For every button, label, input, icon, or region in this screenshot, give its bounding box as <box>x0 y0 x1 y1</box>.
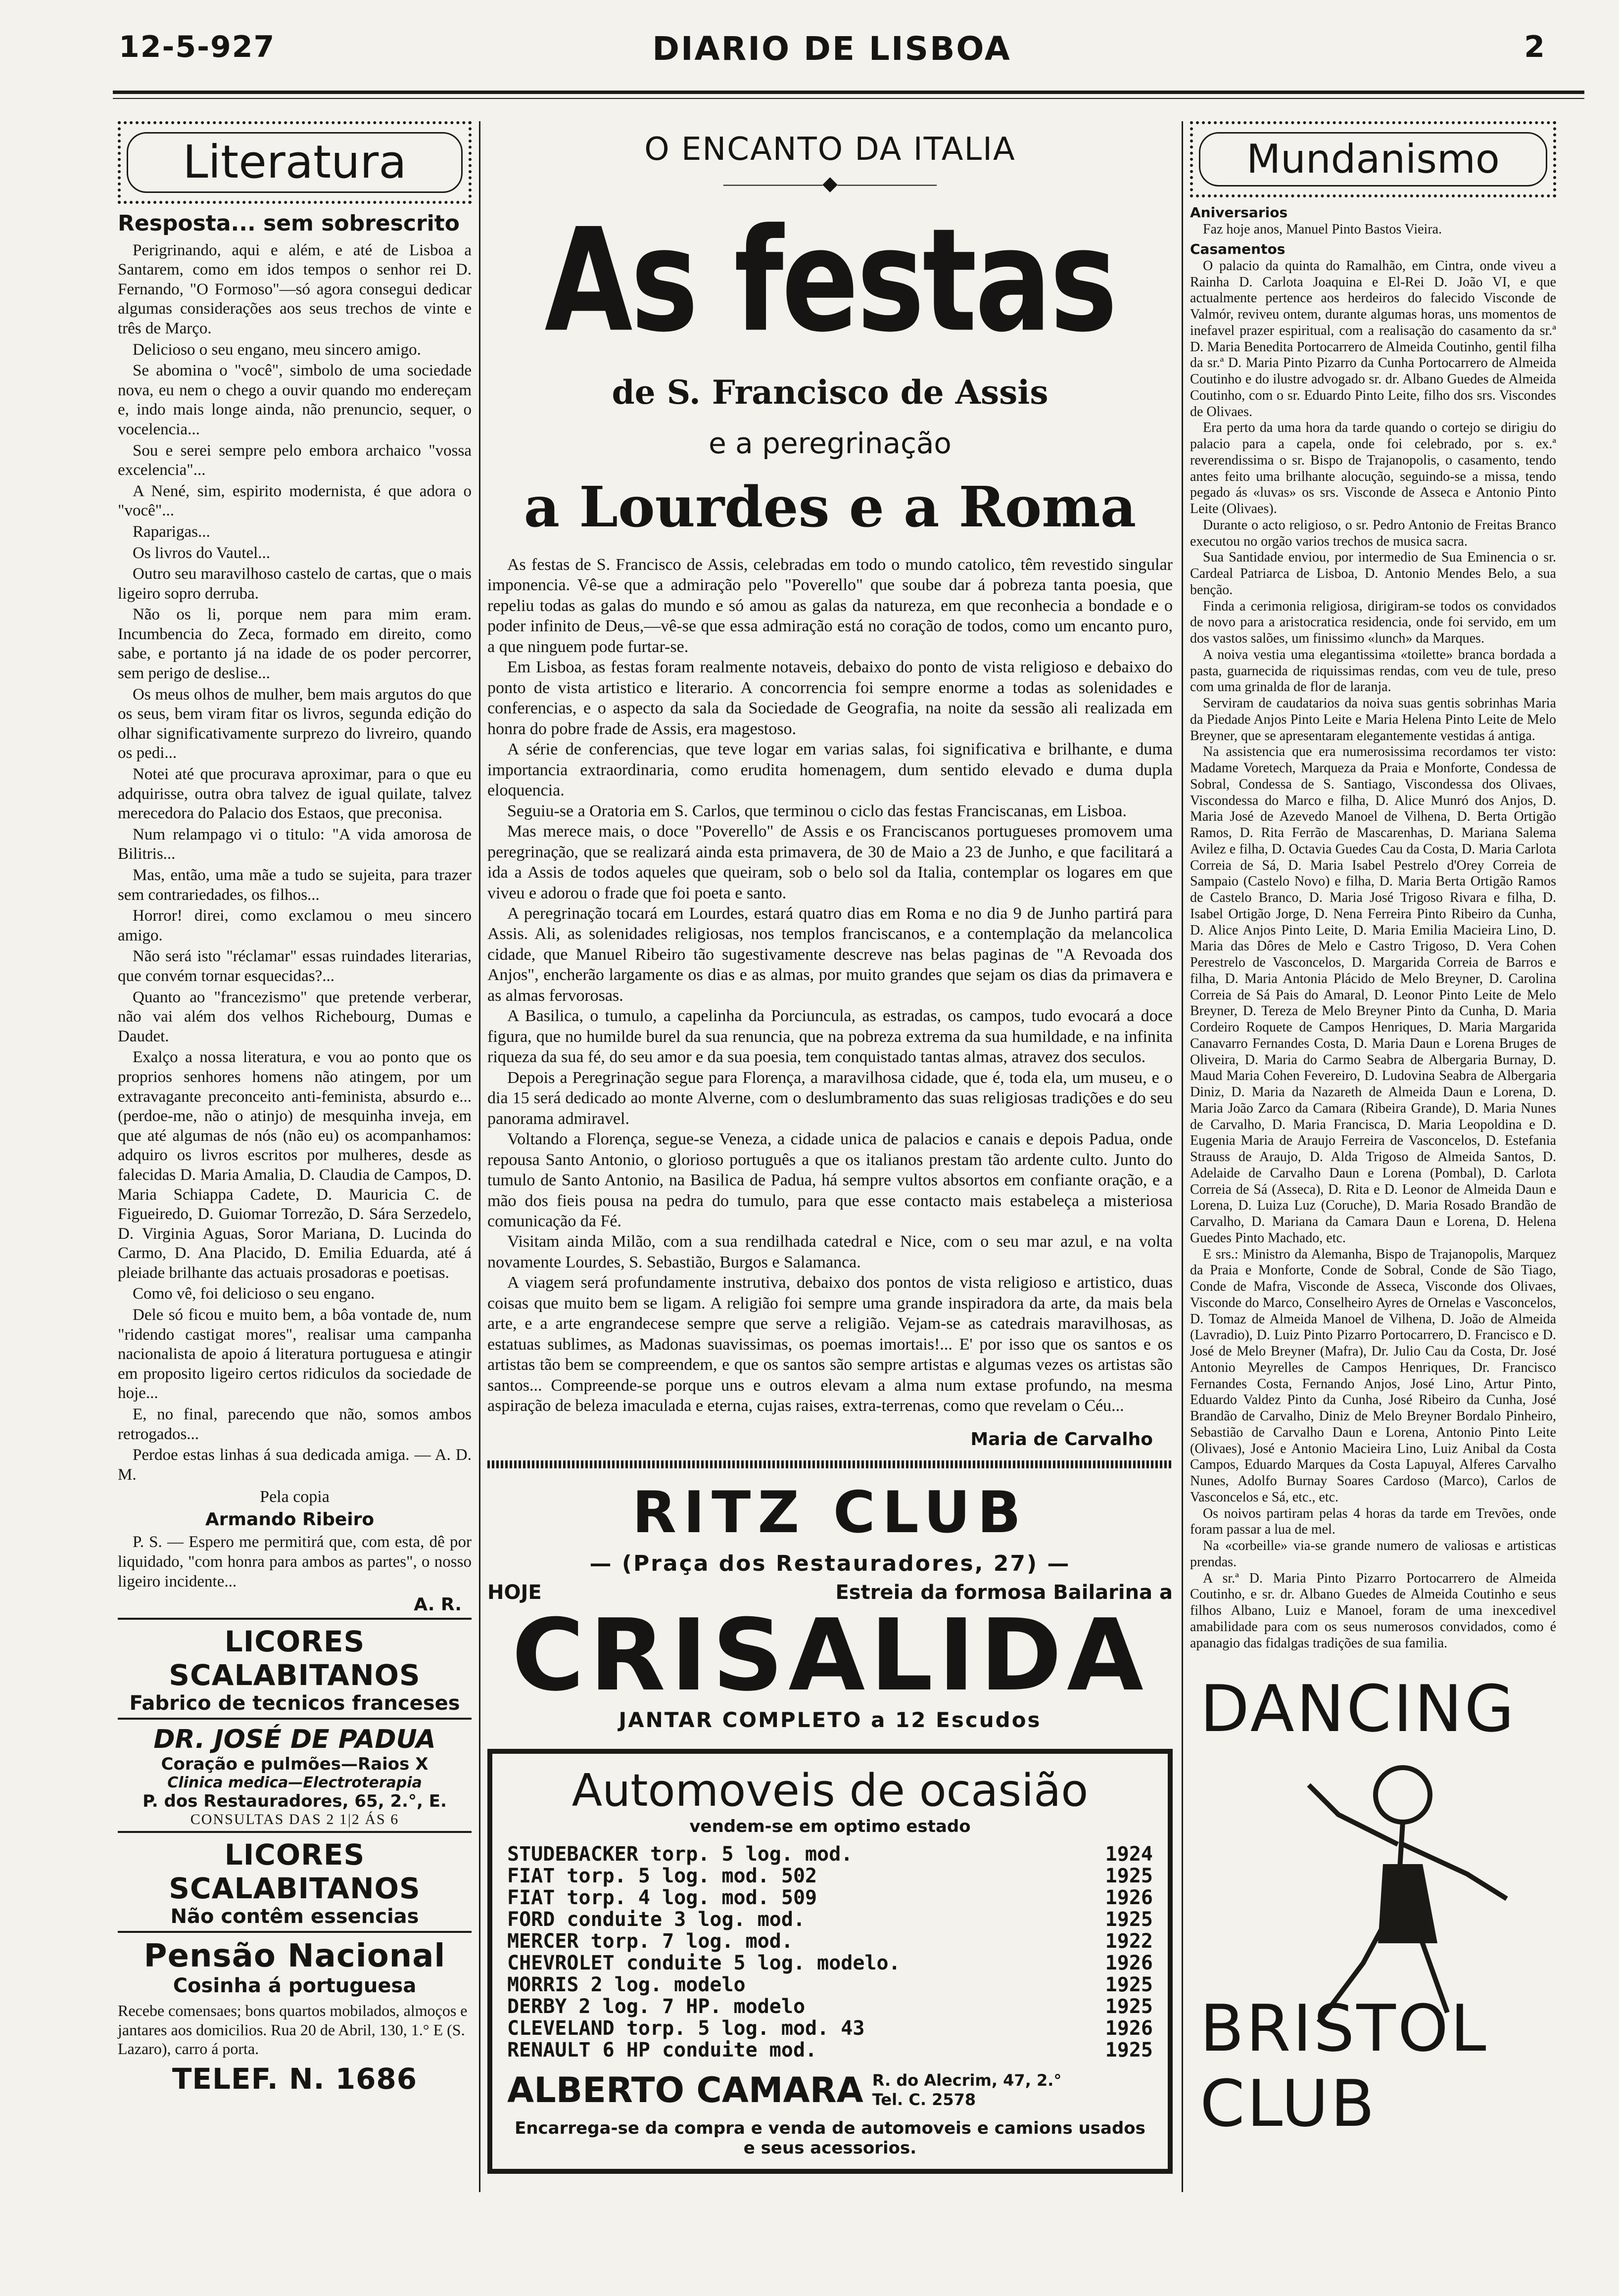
paragraph: Exalço a nossa literatura, e vou ao ponto que os proprios senhores homens não atingem, por um extravagante preconceito anti-feminista, absurdo e... (perdoe-me, não o atinjo) de mesquinha inveja, em que até algumas de nós (não eu) os acompanhamos: adquiro os livros escritos por mulheres, desde as falecidas D. Maria Amalia, D. Claudia de Campos, D. Maria Schiappa Cadete, D. Mauricia C. de Figueiredo, D. Guiomar Torrezão, D. Sára Serzedelo, D. Virginia Aguas, Soror Mariana, D. Lucinda do Carmo, D. Ana Placido, D. Emilia Eduarda, até á pleiade brilhante das actuais prosadoras e poetisas. <box>118 1048 472 1282</box>
car-desc: MERCER torp. 7 log. mod. <box>507 1929 793 1953</box>
right-column <box>1190 121 1556 2161</box>
car-desc: DERBY 2 log. 7 HP. modelo <box>507 1995 806 2018</box>
ad-licores-1-sub: Fabrico de tecnicos franceses <box>129 1692 460 1715</box>
article-title: Resposta... sem sobrescrito <box>118 210 460 236</box>
casamentos-heading: Casamentos <box>1190 240 1286 257</box>
ad-licores-2 <box>118 1831 472 1931</box>
car-desc: CLEVELAND torp. 5 log. mod. 43 <box>507 2016 865 2040</box>
paragraph: E, no final, parecendo que não, somos ambos retrogados... <box>118 1406 472 1443</box>
paragraph: Como vê, foi delicioso o seu engano. <box>133 1285 375 1303</box>
kicker: O ENCANTO DA ITALIA <box>644 131 1016 168</box>
paragraph: Voltando a Florença, segue-se Veneza, a cidade unica de palacios e canais e depois Padua, onde repousa Santo Antonio, o glorioso português a que os italianos prestam tão ardente culto. Junto do tumulo de Santo Antonio, na Basilica de Padua, há sempre vultos absortos em confiante oração, e a mão dos fieis pousa na pedra do tumulo, para que esse contacto mais estabeleça a misteriosa comunicação da Fé. <box>487 1130 1173 1230</box>
car-desc: MORRIS 2 log. modelo <box>507 1973 746 1996</box>
paragraph: Raparigas... <box>133 522 210 541</box>
literatura-banner <box>118 121 472 204</box>
car-desc: FIAT torp. 4 log. mod. 509 <box>507 1886 817 1909</box>
ad-padua-title: DR. JOSÉ DE PADUA <box>153 1725 436 1755</box>
paragraph: Delicioso o seu engano, meu sincero amigo. <box>133 340 421 359</box>
paragraph: Mas, então, uma mãe a tudo se sujeita, para trazer sem contrariedades, os filhos... <box>118 866 472 904</box>
ad-licores-1-title: LICORES SCALABITANOS <box>169 1625 421 1692</box>
paragraph: A peregrinação tocará em Lourdes, estará quatro dias em Roma e no dia 9 de Junho partirá para Assis. Ali, as solenidades religiosas, nos templos franciscanos, e a contemplação da melancolica cidade, que Manuel Ribeiro tão sugestivamente descreve nas belas paginas de "A Revoada dos Anjos", encherão largamente os dias e as almas, por muito grandes que sejam os dias da primavera e as almas fervorosas. <box>487 904 1173 1005</box>
car-row <box>507 2017 1153 2039</box>
copy-signer: Armando Ribeiro <box>205 1509 375 1530</box>
ad-licores-2-title: LICORES SCALABITANOS <box>169 1838 421 1906</box>
column-divider-left <box>479 121 480 2192</box>
autos-title: Automoveis de ocasião <box>571 1764 1089 1817</box>
ad-pensao-tel: TELEF. N. 1686 <box>172 2062 418 2096</box>
ritz-star-name: CRISALIDA <box>512 1597 1148 1713</box>
car-year: 1925 <box>1105 1973 1153 1996</box>
paragraph: Finda a cerimonia religiosa, dirigiram-se todos os convidados de novo para a aristocratica residencia, onde foi servido, em um dos vastos salões, um finissimo «lunch» da Marques. <box>1190 598 1556 646</box>
paragraph: Não será isto "réclamar" essas ruindades literarias, que convém tornar esquecidas?... <box>118 947 472 985</box>
car-desc: FORD conduite 3 log. mod. <box>507 1908 806 1931</box>
paragraph: A Nené, sim, espirito modernista, é que adora o "você"... <box>118 482 472 520</box>
paragraph: Não os li, porque nem para mim eram. Incumbencia do Zeca, formado em direito, como sabe, e portanto já na idade de os poder percorrer, sem perigo de deslise... <box>118 606 472 683</box>
ornament-rule: —————◆————— <box>723 172 937 194</box>
paragraph: Durante o acto religioso, o sr. Pedro Antonio de Freitas Branco executou no orgão varios trechos de musica sacra. <box>1190 517 1556 549</box>
paragraph: Num relampago vi o titulo: "A vida amorosa de Bilitris... <box>118 825 472 863</box>
car-row <box>507 1996 1153 2017</box>
ad-padua-line3: P. dos Restauradores, 65, 2.°, E. <box>143 1791 447 1812</box>
separator-bar <box>487 1460 1173 1468</box>
postscript <box>118 1533 472 1592</box>
paragraph: O palacio da quinta do Ramalhão, em Cintra, onde viveu a Rainha D. Carlota Joaquina e El-Rei D. João VI, e que actualmente pertence aos herdeiros do falecido Visconde de Valmór, reviveu ontem, durante algumas horas, uns momentos de inefavel prazer espiritual, com a realisação do casamento da sr.ª D. Maria Benedita Portocarrero de Almeida Coutinho, gentil filha da sr.ª D. Maria Pinto Pizarro da Cunha Portocarrero de Almeida Coutinho e do ilustre advogado sr. dr. Albano Guedes de Almeida Coutinho, com o sr. Eduardo Pinto Leite, filho dos srs. Viscondes de Olivaes. <box>1190 258 1556 420</box>
car-row <box>507 2039 1153 2061</box>
paragraph: A série de conferencias, que teve logar em varias salas, foi significativa e brilhante, e duma importancia extraordinaria, como erudita homenagem, dum sentido elevado e duma dupla eloquencia. <box>487 740 1173 800</box>
column-divider-right <box>1182 121 1183 2192</box>
paragraph: Perigrinando, aqui e além, e até de Lisboa a Santarem, como em idos tempos o senhor rei D. Fernando, "O Formoso"—só agora consegui dedicar algumas considerações aos seus trechos de vinte e três de Março. <box>118 241 472 337</box>
ad-padua-line2: Clinica medica—Electroterapia <box>167 1774 422 1792</box>
car-year: 1926 <box>1105 2016 1153 2040</box>
copy-note: Pela copia <box>260 1488 330 1506</box>
paragraph: Era perto da uma hora da tarde quando o cortejo se dirigiu do palacio para a capela, onde foi celebrado, por s. ex.ª reverendissima o sr. Bispo de Trajanopolis, o casamento, tendo antes feito uma brilhante alocução, seguindo-se a missa, tendo pegado ás «luvas» os srs. Visconde de Asseca e Antonio Pinto Leite (Olivaes). <box>1190 420 1556 516</box>
car-desc: RENAULT 6 HP conduite mod. <box>507 2038 817 2062</box>
paragraph: Notei até que procurava aproximar, para o que eu adquirisse, outra obra talvez de igual quilate, talvez merecedora do Palacio dos Estaos, que preconisa. <box>118 765 472 823</box>
mundanismo-title: Mundanismo <box>1199 132 1547 187</box>
car-year: 1925 <box>1105 2038 1153 2062</box>
dealer-contact <box>872 2071 1062 2109</box>
paragraph: Os noivos partiram pelas 4 horas da tarde em Trevões, onde foram passar a lua de mel. <box>1190 1505 1556 1538</box>
header-rule <box>113 91 1584 94</box>
autos-tagline: vendem-se em optimo estado <box>689 1816 971 1836</box>
car-year: 1925 <box>1105 1864 1153 1887</box>
paragraph: Mas merece mais, o doce "Poverello" de Assis e os Franciscanos portugueses promovem uma peregrinação, que se realizará ainda esta primavera, de 30 de Maio a 23 de Junho, e que facilitará a ida a Assis de todos aqueles que queiram, sob o belo sol da Italia, contemplar os logares em que viveu e adorou o frade que foi poeta e santo. <box>487 822 1173 902</box>
ad-padua-line1: Coração e pulmões—Raios X <box>161 1754 429 1775</box>
ad-licores-2-sub: Não contêm essencias <box>170 1905 419 1928</box>
car-desc: STUDEBACKER torp. 5 log. mod. <box>507 1842 853 1866</box>
ad-licores-1 <box>118 1618 472 1718</box>
festas-article-body <box>487 555 1173 1416</box>
ad-pensao-title: Pensão Nacional <box>143 1938 446 1975</box>
ad-pensao-sub: Cosinha á portuguesa <box>173 1974 417 1998</box>
bristol-club-text: BRISTOL CLUB <box>1200 1991 1488 2142</box>
car-year: 1926 <box>1105 1886 1153 1909</box>
mundanismo-banner <box>1190 121 1556 197</box>
literatura-body <box>118 241 472 1485</box>
paragraph: Em Lisboa, as festas foram realmente notaveis, debaixo do ponto de vista religioso e debaixo do ponto de vista artistico e literario. A concorrencia foi sempre enorme a todas as solenidades e conferencias, e o aspecto da sala da Sociedade de Geografia, na noite da sessão ali realizada em honra do pobre frade de Assis, era magestoso. <box>487 658 1173 738</box>
paragraph: Se abomina o "você", simbolo de uma sociedade nova, eu nem o chego a ouvir quando mo endereçam e, indo mais longe ainda, não prenuncio, sequer, o vocelencia... <box>118 362 472 438</box>
car-row <box>507 1930 1153 1952</box>
casamentos-body <box>1190 258 1556 1652</box>
ritz-address: — (Praça dos Restauradores, 27) — <box>589 1550 1071 1576</box>
car-year: 1926 <box>1105 1951 1153 1974</box>
paragraph: A noiva vestia uma elegantissima «toilette» branca bordada a pasta, guarnecida de riquissimas rendas, com veu de tule, preso com uma grinalda de flor de laranja. <box>1190 647 1556 695</box>
paragraph: Faz hoje anos, Manuel Pinto Bastos Vieira. <box>1203 222 1442 237</box>
paragraph: Quanto ao "francezismo" que pretende verberar, não vai além dos velhos Richebourg, Dumas e Daudet. <box>118 988 472 1045</box>
paragraph: A viagem será profundamente instrutiva, debaixo dos pontos de vista religioso e artistico, duas coisas que muito bem se ligam. A religião foi sempre uma grande inspiradora da arte, da mais bela arte, e a arte engrandecese sempre que serve a religião. Vejam-se as catedrais maravilhosas, as estatuas sublimes, as Madonas suavissimas, os poemas imortais!... E' por isso que os santos e os artistas tão bem se compreendem, e que os santos são sempre artistas e algumas vezes os artistas são santos... Compreende-se porque uns e outros elevam a alma num extase profundo, na mesma aspiração de beleza imaculada e eterna, cujas raises, extra-terrenas, como que revelam o Céu... <box>487 1273 1173 1415</box>
article-author: Maria de Carvalho <box>970 1429 1153 1450</box>
headline-line3: e a peregrinação <box>709 426 952 460</box>
paragraph: Perdoe estas linhas á sua dedicada amiga. — A. D. M. <box>118 1446 472 1484</box>
aniversarios-text <box>1190 222 1556 238</box>
car-year: 1925 <box>1105 1908 1153 1931</box>
ps-signature: A. R. <box>414 1594 462 1615</box>
ritz-estreia: Estreia da formosa Bailarina a <box>835 1581 1173 1604</box>
dealer-name: ALBERTO CAMARA <box>507 2069 863 2110</box>
literatura-title: Literatura <box>127 132 463 193</box>
page-number: 2 <box>1524 30 1545 64</box>
paragraph: As festas de S. Francisco de Assis, celebradas em todo o mundo catolico, têm revestido singular imponencia. Vê-se que a admiração pelo "Poverello" que soube dar á pobreza tanta poesia, que repeliu todas as galas do mundo e só amou as galas da natureza, em que reconhecia a bondade e o poder infinito de Deus,—vê-se que essa admiração está no coração de todos, como um encanto puro, a que ninguem pode furtar-se. <box>487 556 1173 656</box>
paragraph: Na «corbeille» via-se grande numero de valiosas e artisticas prendas. <box>1190 1538 1556 1570</box>
ad-dr-padua <box>118 1718 472 1831</box>
ad-dancing-bristol <box>1190 1666 1556 2161</box>
paragraph: Dele só ficou e muito bem, a bôa vontade de, num "ridendo castigat mores", realisar uma campanha nacionalista de apoio á literatura portuguesa e atingir em proposito ligeiro certos ridiculos da sociedade de hoje... <box>118 1306 472 1403</box>
newspaper-title: DIARIO DE LISBOA <box>652 30 1011 68</box>
paragraph: Outro seu maravilhoso castelo de cartas, que o mais ligeiro sopro derruba. <box>118 565 472 603</box>
car-row <box>507 1887 1153 1909</box>
paragraph: Horror! direi, como exclamou o meu sincero amigo. <box>118 907 472 944</box>
paragraph: E srs.: Ministro da Alemanha, Bispo de Trajanopolis, Marquez da Praia e Monforte, Conde de Sobral, Conde de São Tiago, Conde de Mafra, Visconde de Asseca, Visconde dos Olivaes, Visconde do Marco, Conselheiro Ayres de Ornelas e Vasconcelos, D. Tomaz de Almeida Manoel de Vilhena, D. João de Almeida (Lavradio), D. Luiz Pinto Pizarro Portocarrero, D. Francisco e D. José de Melo Breyner (Mafra), Dr. Julio Cau da Costa, Dr. José Antonio Meyrelles de Campos Henriques, Dr. Francisco Fernandes Costa, Fernando Anjos, José Lino, Artur Pinto, Eduardo Valdez Pinto da Cunha, José Ribeiro da Cunha, José Brandão de Carvalho, Diniz de Melo Breyner Bordalo Pinheiro, Sebastião de Carvalho Daun e Lorena, Antonio Pinto Leite (Olivaes), José e Antonio Macieira Lino, Luiz Anibal da Costa Campos, Eduardo Marques da Costa Lapuyal, Alferes Carvalho Nunes, Adolfo Burnay Soares Cardoso (Marco), Carlos de Vasconcelos e Sá, etc., etc. <box>1190 1246 1556 1505</box>
paragraph: Os livros do Vautel... <box>133 544 271 562</box>
dealer-address: R. do Alecrim, 47, 2.° <box>872 2071 1062 2090</box>
left-column <box>118 121 472 2099</box>
main-headline: As festas <box>544 198 1116 364</box>
header-rule-thin <box>113 98 1584 99</box>
dealer-row <box>507 2070 1153 2110</box>
paragraph: A sr.ª D. Maria Pinto Pizarro Portocarrero de Almeida Coutinho, e sr. dr. Albano Guedes de Almeida Coutinho e seus filhos Albano, Luiz e Manoel, foram de uma inexcedivel amabilidade para com os seus numerosos convidados, como é apanagio das fidalgas tradições de sua familia. <box>1190 1570 1556 1651</box>
paragraph: Sua Santidade enviou, por intermedio de Sua Eminencia o sr. Cardeal Patriarca de Lisboa, D. Antonio Mendes Belo, a sua benção. <box>1190 550 1556 598</box>
ritz-hoje: HOJE <box>487 1581 542 1604</box>
aniversarios-heading: Aniversarios <box>1190 204 1288 221</box>
autos-footer: Encarrega-se da compra e venda de automoveis e camions usados e seus acessorios. <box>515 2118 1145 2158</box>
car-row <box>507 1865 1153 1887</box>
ad-pensao <box>118 1931 472 2099</box>
car-desc: CHEVROLET conduite 5 log. modelo. <box>507 1951 901 1974</box>
car-year: 1922 <box>1105 1929 1153 1953</box>
paragraph: A Basilica, o tumulo, a capelinha da Porciuncula, as estradas, os campos, tudo evocará a doce figura, que no humilde burel da sua renuncia, que na pobreza extrema da sua humildade, e na infinita riqueza da sua fé, do seu amor e da sua poesia, tem conquistado tantas almas, atravez dos seculos. <box>487 1007 1173 1067</box>
car-desc: FIAT torp. 5 log. mod. 502 <box>507 1864 817 1887</box>
ritz-name: RITZ CLUB <box>632 1479 1028 1546</box>
headline-line2: de S. Francisco de Assis <box>612 373 1048 412</box>
car-year: 1925 <box>1105 1995 1153 2018</box>
paragraph: Na assistencia que era numerosissima recordamos ter visto: Madame Voretech, Marqueza da Praia e Monforte, Condessa de Sobral, Condessa de S. Santiago, Viscondessa dos Olivaes, Viscondessa do Marco e filha, D. Alice Munró dos Anjos, D. Maria José de Azevedo Manoel de Vilhena, D. Berta Ortigão Ramos, D. Rita Ferrão de Mascarenhas, D. Mariana Salema Avilez e filha, D. Octavia Guedes Cau da Costa, D. Maria Carlota Correia de Sá, D. Maria Isabel Pestrelo d'Orey Correia de Sampaio (Castelo Novo) e filha, D. Maria Berta Ortigão Ramos de Castelo Branco, D. Maria José Trigoso Rivara e filha, D. Isabel Ortigão Jorge, D. Nena Ferreira Pinto Ribeiro da Cunha, D. Alice Anjos Pinto Leite, D. Maria Emilia Macieira Lino, D. Maria das Dôres de Melo e Castro Trigoso, D. Vera Cohen Perestrelo de Vasconcelos, D. Margarida Correia de Barros e filha, D. Maria Antonia Plácido de Melo Breyner, D. Carolina Correia de Sá Pais do Amaral, D. Leonor Pinto Leite de Melo Breyner, D. Tereza de Melo Breyner Pinto da Cunha, D. Maria Cordeiro Roquete de Campos Henriques, D. Maria Margarida Canavarro Fernandes Costa, D. Maria Daun e Lorena Bruges de Oliveira, D. Maria do Carmo Seabra de Albergaria Burnay, D. Maud Maria Cohen Fevereiro, D. Ludovina Seabra de Albergaria Diniz, D. Maria da Nazareth de Almeida Daun e Lorena, D. Maria João Zarco da Camara (Ribeira Grande), D. Maria Nunes de Carvalho, D. Maria Francisca, D. Maria Leopoldina e D. Eugenia Maria de Araujo Ferreira de Vasconcelos, D. Estefania Strauss de Araujo, D. Alda Trigoso de Almeida Santos, D. Adelaide de Carvalho Daun e Lorena (Pombal), D. Carlota Correia de Sá (Asseca), D. Rita e D. Leonor de Almeida Daun e Lorena, D. Luiza Luz (Coruche), D. Maria Rosado Brandão de Carvalho, D. Mariana da Camara Daun e Lorena, D. Helena Guedes Pinto Machado, etc. <box>1190 744 1556 1246</box>
paragraph: Sou e serei sempre pelo embora archaico "vossa excelencia"... <box>118 441 472 479</box>
ad-ritz-club <box>487 1479 1173 1732</box>
middle-column <box>487 121 1173 2174</box>
masthead <box>119 30 1545 84</box>
car-row <box>507 1843 1153 1865</box>
ad-padua-line4: CONSULTAS DAS 2 1|2 ÁS 6 <box>190 1811 399 1828</box>
car-row <box>507 1974 1153 1996</box>
paragraph: Os meus olhos de mulher, bem mais argutos do que os seus, bem viram fitar os livros, segunda edição do olhar significativamente surprezo do livreiro, quando os pedi... <box>118 685 472 762</box>
issue-date: 12-5-927 <box>119 30 276 64</box>
car-row <box>507 1952 1153 1974</box>
car-row <box>507 1909 1153 1930</box>
headline-line4: a Lourdes e a Roma <box>524 475 1137 540</box>
paragraph: Serviram de caudatarios da noiva suas gentis sobrinhas Maria da Piedade Anjos Pinto Leite e Maria Helena Pinto Leite de Melo Breyner, que se apresentaram elegantemente vestidas á antiga. <box>1190 696 1556 744</box>
ad-automoveis <box>487 1749 1173 2174</box>
paragraph: Seguiu-se a Oratoria em S. Carlos, que terminou o ciclo das festas Franciscanas, em Lisboa. <box>507 801 1127 820</box>
dealer-tel: Tel. C. 2578 <box>872 2090 976 2109</box>
ad-pensao-text: Recebe comensaes; bons quartos mobilados, almoços e jantares aos domicilios. Rua 20 de Abril, 130, 1.° E (S. Lazaro), carro á porta. <box>118 2002 468 2058</box>
paragraph: Depois a Peregrinação segue para Florença, a maravilhosa cidade, que é, toda ela, um museu, e o dia 15 será dedicado ao monte Alverne, com o deslumbramento das suas religiosas tradições e do seu panorama admiravel. <box>487 1068 1173 1128</box>
paragraph: Visitam ainda Milão, com a sua rendilhada catedral e Nice, com o seu mar azul, e na volta novamente Lourdes, S. Sebastião, Burgos e Salamanca. <box>487 1232 1173 1271</box>
dancing-text: DANCING <box>1200 1671 1517 1747</box>
car-year: 1924 <box>1105 1842 1153 1866</box>
ps-text: P. S. — Espero me permitirá que, com esta, dê por liquidado, "com honra para ambos as partes", o nosso ligeiro incidente... <box>118 1533 472 1591</box>
ritz-jantar: JANTAR COMPLETO a 12 Escudos <box>619 1707 1042 1732</box>
